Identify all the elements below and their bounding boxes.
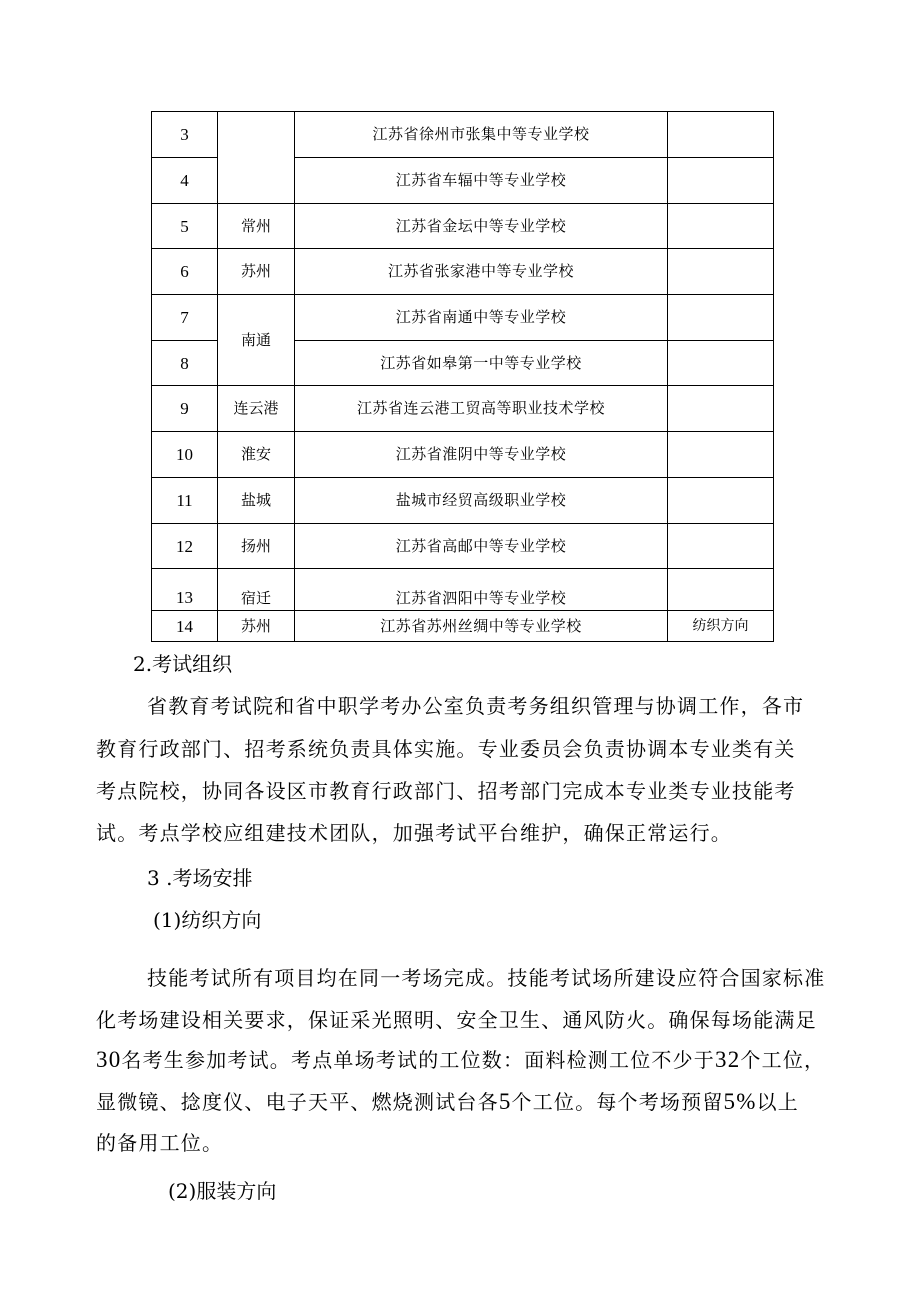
- exam-site-table: [151, 111, 774, 642]
- school-cell: 盐城市经贸高级职业学校: [295, 478, 668, 524]
- school-cell: 江苏省连云港工贸高等职业技术学校: [295, 386, 668, 432]
- row-number: 4: [152, 158, 218, 204]
- row-number: 5: [152, 204, 218, 249]
- table-row: [152, 295, 774, 341]
- paragraph-line: [96, 1044, 836, 1073]
- row-number: 13: [152, 569, 218, 611]
- city-cell: 苏州: [218, 611, 295, 642]
- text-span: 显微镜、捻度仪、电子天平、燃烧测试台各: [96, 1090, 499, 1114]
- note-cell: [668, 204, 774, 249]
- school-cell: 江苏省张家港中等专业学校: [295, 249, 668, 295]
- school-cell: 江苏省高邮中等专业学校: [295, 524, 668, 569]
- paragraph-line: 试。考点学校应组建技术团队，加强考试平台维护，确保正常运行。: [96, 821, 732, 845]
- table-row: [152, 204, 774, 249]
- city-cell: [218, 112, 295, 204]
- text-span: 个工位，: [740, 1048, 826, 1072]
- paragraph-line: 技能考试所有项目均在同一考场完成。技能考试场所建设应符合国家标准: [147, 966, 826, 990]
- city-cell: 宿迁: [218, 569, 295, 611]
- note-cell: [668, 112, 774, 158]
- row-number: 10: [152, 432, 218, 478]
- table-row: [152, 478, 774, 524]
- note-cell: [668, 432, 774, 478]
- text-span: 名考生参加考试。考点单场考试的工位数：面料检测工位不少于: [121, 1048, 716, 1072]
- paragraph-line: 考点院校，协同各设区市教育行政部门、招考部门完成本专业类专业技能考: [96, 779, 796, 803]
- note-cell: [668, 295, 774, 341]
- note-cell: [668, 158, 774, 204]
- row-number: 11: [152, 478, 218, 524]
- city-cell: 淮安: [218, 432, 295, 478]
- city-cell: 南通: [218, 295, 295, 386]
- school-cell: 江苏省金坛中等专业学校: [295, 204, 668, 249]
- subheading-textile: (1)纺织方向: [153, 908, 262, 932]
- note-cell: [668, 524, 774, 569]
- school-cell: 江苏省如皋第一中等专业学校: [295, 341, 668, 386]
- text-span: 个工位。每个考场预留: [511, 1090, 724, 1114]
- city-cell: 常州: [218, 204, 295, 249]
- station-count: 5: [498, 1089, 512, 1114]
- paragraph-line: 省教育考试院和省中职学考办公室负责考务组织管理与协调工作，各市: [147, 694, 805, 718]
- table-row: [152, 611, 774, 642]
- paragraph-line: 教育行政部门、招考系统负责具体实施。专业委员会负责协调本专业类有关: [96, 737, 796, 761]
- subheading-apparel: (2)服装方向: [168, 1179, 277, 1203]
- city-cell: 苏州: [218, 249, 295, 295]
- note-cell: [668, 569, 774, 611]
- city-cell: 连云港: [218, 386, 295, 432]
- text-span: 以上: [756, 1090, 799, 1114]
- school-cell: 江苏省苏州丝绸中等专业学校: [295, 611, 668, 642]
- paragraph-line: [96, 1086, 836, 1115]
- school-cell: 江苏省泗阳中等专业学校: [295, 569, 668, 611]
- school-cell: 江苏省淮阴中等专业学校: [295, 432, 668, 478]
- row-number: 8: [152, 341, 218, 386]
- row-number: 3: [152, 112, 218, 158]
- row-number: 14: [152, 611, 218, 642]
- row-number: 6: [152, 249, 218, 295]
- table-row: [152, 432, 774, 478]
- school-cell: 江苏省车辐中等专业学校: [295, 158, 668, 204]
- section-heading-exam-organization: 2.考试组织: [133, 652, 233, 676]
- note-cell: [668, 478, 774, 524]
- note-cell: [668, 386, 774, 432]
- row-number: 7: [152, 295, 218, 341]
- table-row: [152, 249, 774, 295]
- section-heading-exam-arrangement: 3 .考场安排: [147, 866, 253, 890]
- table-row: [152, 386, 774, 432]
- table-row: [152, 112, 774, 158]
- table-row: [152, 569, 774, 611]
- school-cell: 江苏省南通中等专业学校: [295, 295, 668, 341]
- paragraph-line: 化考场建设相关要求，保证采光照明、安全卫生、通风防火。确保每场能满足: [96, 1008, 817, 1032]
- note-cell: [668, 249, 774, 295]
- reserve-percent: 5%: [723, 1089, 757, 1114]
- table-row: [152, 524, 774, 569]
- note-cell: 纺织方向: [668, 611, 774, 642]
- paragraph-line: 的备用工位。: [96, 1131, 224, 1155]
- city-cell: 扬州: [218, 524, 295, 569]
- candidate-count: 30: [96, 1047, 122, 1072]
- station-count: 32: [715, 1047, 741, 1072]
- row-number: 12: [152, 524, 218, 569]
- note-cell: [668, 341, 774, 386]
- city-cell: 盐城: [218, 478, 295, 524]
- row-number: 9: [152, 386, 218, 432]
- school-cell: 江苏省徐州市张集中等专业学校: [295, 112, 668, 158]
